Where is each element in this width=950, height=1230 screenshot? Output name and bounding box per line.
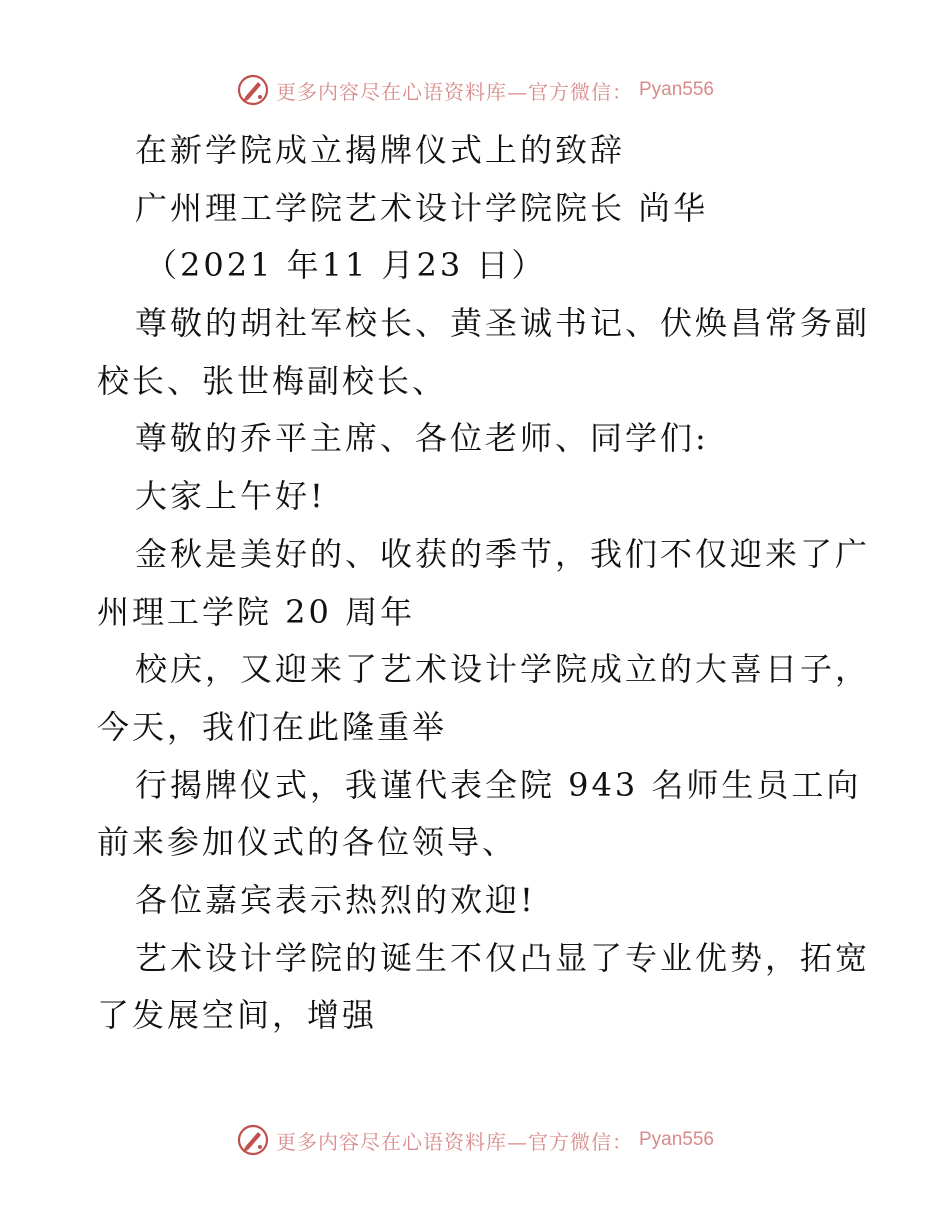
body-line: 校长、张世梅副校长、 [97,361,448,400]
body-line: 金秋是美好的、收获的季节，我们不仅迎来了广 [135,534,871,573]
watermark-text: 更多内容尽在心语资料库—官方微信： [275,79,633,104]
footer-watermark [0,1120,950,1160]
watermark-handle: Pyan556 [638,79,714,100]
body-line: 前来参加仪式的各位领导、 [97,823,518,862]
speaker-line: 广州理工学院艺术设计学院院长 尚华 [135,188,709,227]
header-watermark [0,70,950,110]
body-line: 今天，我们在此隆重举 [97,707,448,746]
document-body [97,122,871,1045]
body-line: 行揭牌仪式，我谨代表全院 943 名师生员工向 [135,765,862,804]
body-line: 各位嘉宾表示热烈的欢迎! [135,880,536,919]
watermark-handle: Pyan556 [638,1129,714,1150]
speech-title: 在新学院成立揭牌仪式上的致辞 [135,131,626,169]
date-line: （2021 年11 月23 日） [145,246,547,285]
pen-logo-icon [236,1123,270,1157]
pen-logo-icon [236,73,270,107]
body-line: 州理工学院 20 周年 [97,592,416,631]
body-line: 艺术设计学院的诞生不仅凸显了专业优势，拓宽 [135,938,871,977]
body-line: 尊敬的乔平主席、各位老师、同学们: [135,419,709,458]
watermark-text: 更多内容尽在心语资料库—官方微信： [275,1129,633,1154]
body-line: 了发展空间，增强 [97,996,378,1035]
body-line: 大家上午好! [135,477,326,516]
body-line: 尊敬的胡社军校长、黄圣诚书记、伏焕昌常务副 [135,304,871,343]
body-line: 校庆，又迎来了艺术设计学院成立的大喜日子， [135,650,871,689]
